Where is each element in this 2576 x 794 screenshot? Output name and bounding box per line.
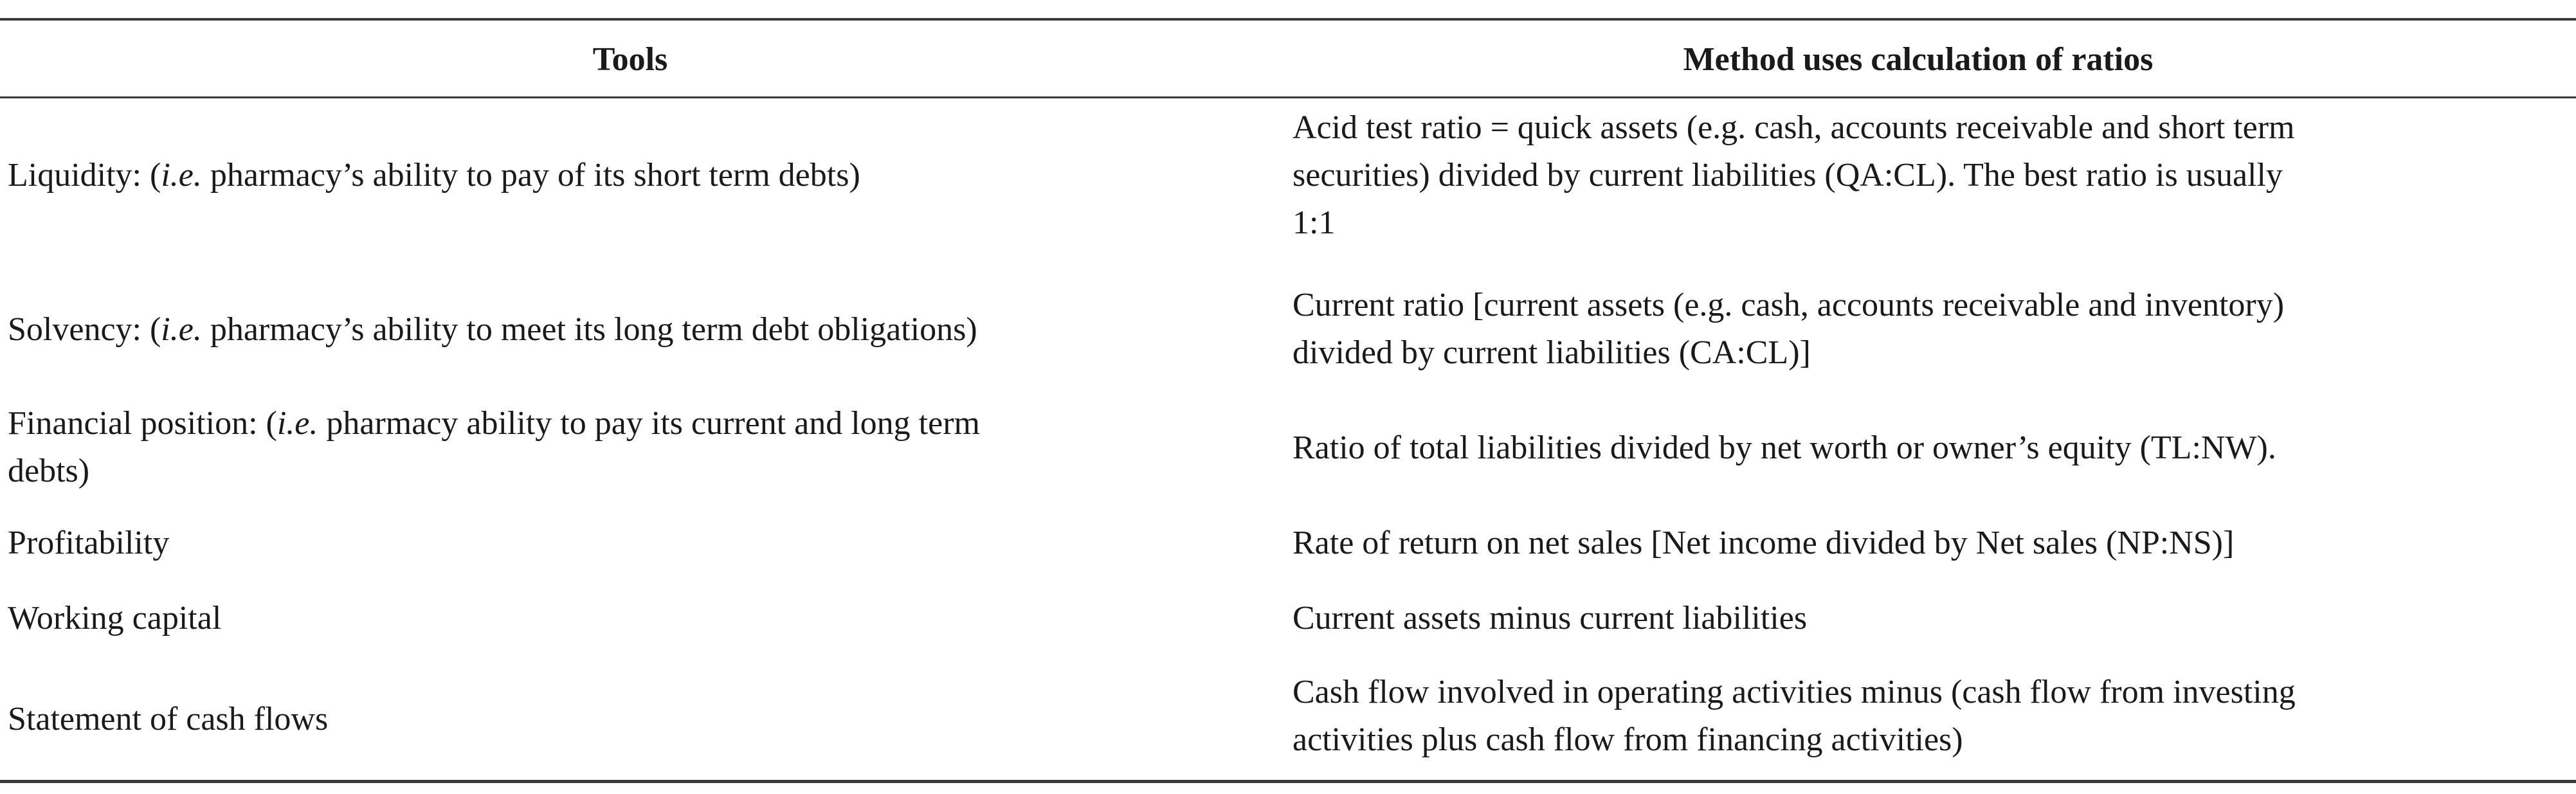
table-row-profitability-method <box>1293 519 2576 567</box>
table-row-solvency-method <box>1293 282 2576 377</box>
method-line: Cash flow involved in operating activities minus (cash flow from investing <box>1293 674 2296 710</box>
tool-text: Financial position: ( <box>8 405 277 442</box>
table-row-solvency-tool <box>8 306 1260 354</box>
table-top-rule <box>0 18 2576 21</box>
method-line: Current ratio [current assets (e.g. cash, accounts receivable and inventory) <box>1293 287 2285 323</box>
tool-text: pharmacy ability to pay its current and long term <box>318 405 980 442</box>
tool-italic-text: i.e. <box>277 405 318 442</box>
table-row-working-capital-tool: Working capital <box>8 600 222 636</box>
column-header-method: Method uses calculation of ratios <box>1683 41 2154 78</box>
method-line: 1:1 <box>1293 204 1336 241</box>
method-line: Rate of return on net sales [Net income divided by Net sales (NP:NS)] <box>1293 525 2235 561</box>
method-line: divided by current liabilities (CA:CL)] <box>1293 334 1811 371</box>
tool-text: Solvency: ( <box>8 311 161 348</box>
table-row-cash-flows-method <box>1293 669 2576 764</box>
table-bottom-rule <box>0 780 2576 783</box>
header-divider-rule <box>0 96 2576 98</box>
method-line: securities) divided by current liabilities (QA:CL). The best ratio is usually <box>1293 157 2283 194</box>
method-line: Ratio of total liabilities divided by net worth or owner’s equity (TL:NW). <box>1293 429 2276 466</box>
method-line: Acid test ratio = quick assets (e.g. cash, accounts receivable and short term <box>1293 109 2295 146</box>
table-row-working-capital-method <box>1293 595 2576 642</box>
tool-italic-text: i.e. <box>161 157 202 194</box>
tool-italic-text: i.e. <box>161 311 202 348</box>
tool-text: pharmacy’s ability to pay of its short term debts) <box>201 157 860 194</box>
tool-text: pharmacy’s ability to meet its long term debt obligations) <box>201 311 977 348</box>
method-line: activities plus cash flow from financing activities) <box>1293 721 1963 758</box>
tool-text: Liquidity: ( <box>8 157 161 194</box>
tool-text: debts) <box>8 453 90 489</box>
table-row-financial-position-method <box>1293 424 2576 472</box>
column-header-tools: Tools <box>592 41 668 78</box>
table-row-liquidity-method <box>1293 104 2576 247</box>
table-row-cash-flows-tool: Statement of cash flows <box>8 701 329 737</box>
table-row-financial-position-tool <box>8 400 1260 495</box>
method-line: Current assets minus current liabilities <box>1293 600 1808 636</box>
table-row-liquidity-tool <box>8 152 1260 199</box>
table-row-profitability-tool: Profitability <box>8 525 170 561</box>
